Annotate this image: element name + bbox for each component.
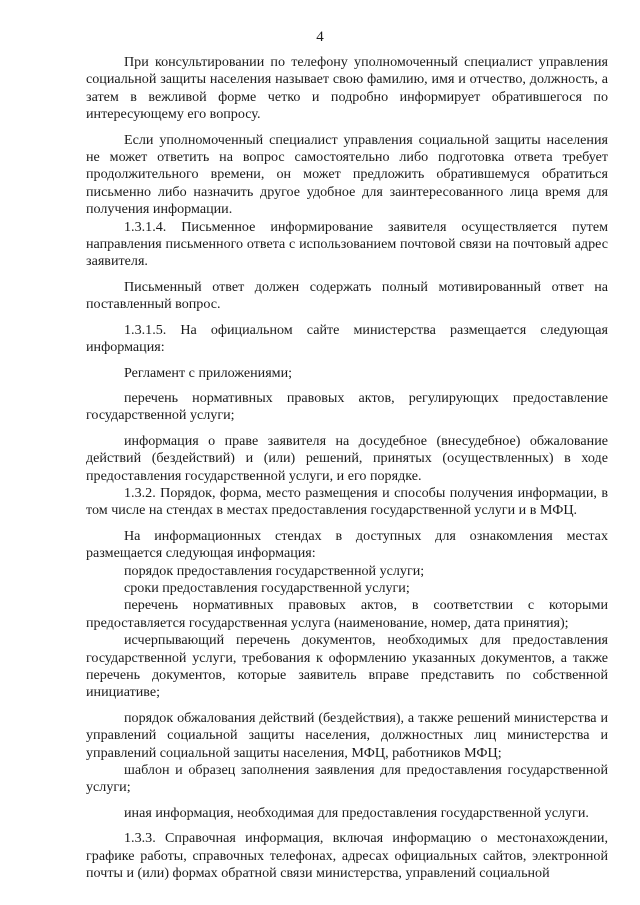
- paragraph: Регламент с приложениями;: [124, 364, 293, 381]
- paragraph: порядок предоставления государственной услуги;: [124, 562, 425, 579]
- paragraph: При консультировании по телефону уполномоченный специалист управления социальной защиты населения называет свою фамилию, имя и отчество, должность, а затем в вежливой форме четко и подробно информирует обратившегося по интересующему его вопросу.: [86, 54, 608, 123]
- paragraph: Если уполномоченный специалист управления социальной защиты населения не может ответить на вопрос самостоятельно либо подготовка ответа требует продолжительного времени, он может предложить обратившемуся обратиться письменно либо назначить другое удобное для заинтересованного лица время для получения информации.: [86, 131, 608, 218]
- paragraph: информация о праве заявителя на досудебное (внесудебное) обжалование действий (бездействий) и (или) решений, принятых (осуществленных) в ходе предоставления государственной услуги, и его порядке.: [86, 432, 608, 484]
- paragraph: 1.3.1.4. Письменное информирование заявителя осуществляется путем направления письменного ответа с использованием почтовой связи на почтовый адрес заявителя.: [86, 218, 608, 270]
- page-number: 4: [316, 29, 324, 45]
- document-body: [86, 54, 608, 882]
- paragraph: 1.3.2. Порядок, форма, место размещения и способы получения информации, в том числе на стендах в местах предоставления государственной услуги и в МФЦ.: [86, 484, 608, 519]
- paragraph: шаблон и образец заполнения заявления для предоставления государственной услуги;: [86, 762, 608, 796]
- paragraph: перечень нормативных правовых актов, регулирующих предоставление государственной услуги;: [86, 389, 608, 424]
- paragraph: перечень нормативных правовых актов, в соответствии с которыми предоставляется государственная услуга (наименование, номер, дата принятия);: [86, 597, 608, 631]
- paragraph: Письменный ответ должен содержать полный мотивированный ответ на поставленный вопрос.: [86, 278, 608, 313]
- paragraph: иная информация, необходимая для предоставления государственной услуги.: [124, 804, 589, 821]
- paragraph: 1.3.3. Справочная информация, включая информацию о местонахождении, графике работы, справочных телефонах, адресах официальных сайтов, электронной почты и (или) формах обратной связи министерства, управлений социальной: [86, 830, 608, 882]
- paragraph: порядок обжалования действий (бездействия), а также решений министерства и управлений социальной защиты населения, должностных лиц министерства и управлений социальной защиты населения, МФЦ, работников МФЦ;: [86, 709, 608, 761]
- paragraph: На информационных стендах в доступных для ознакомления местах размещается следующая информация:: [86, 527, 608, 562]
- paragraph: сроки предоставления государственной услуги;: [124, 579, 410, 596]
- paragraph: исчерпывающий перечень документов, необходимых для предоставления государственной услуги, требования к оформлению указанных документов, а также перечень документов, которые заявитель вправе представить по собственной инициативе;: [86, 632, 608, 701]
- paragraph: 1.3.1.5. На официальном сайте министерства размещается следующая информация:: [86, 321, 608, 356]
